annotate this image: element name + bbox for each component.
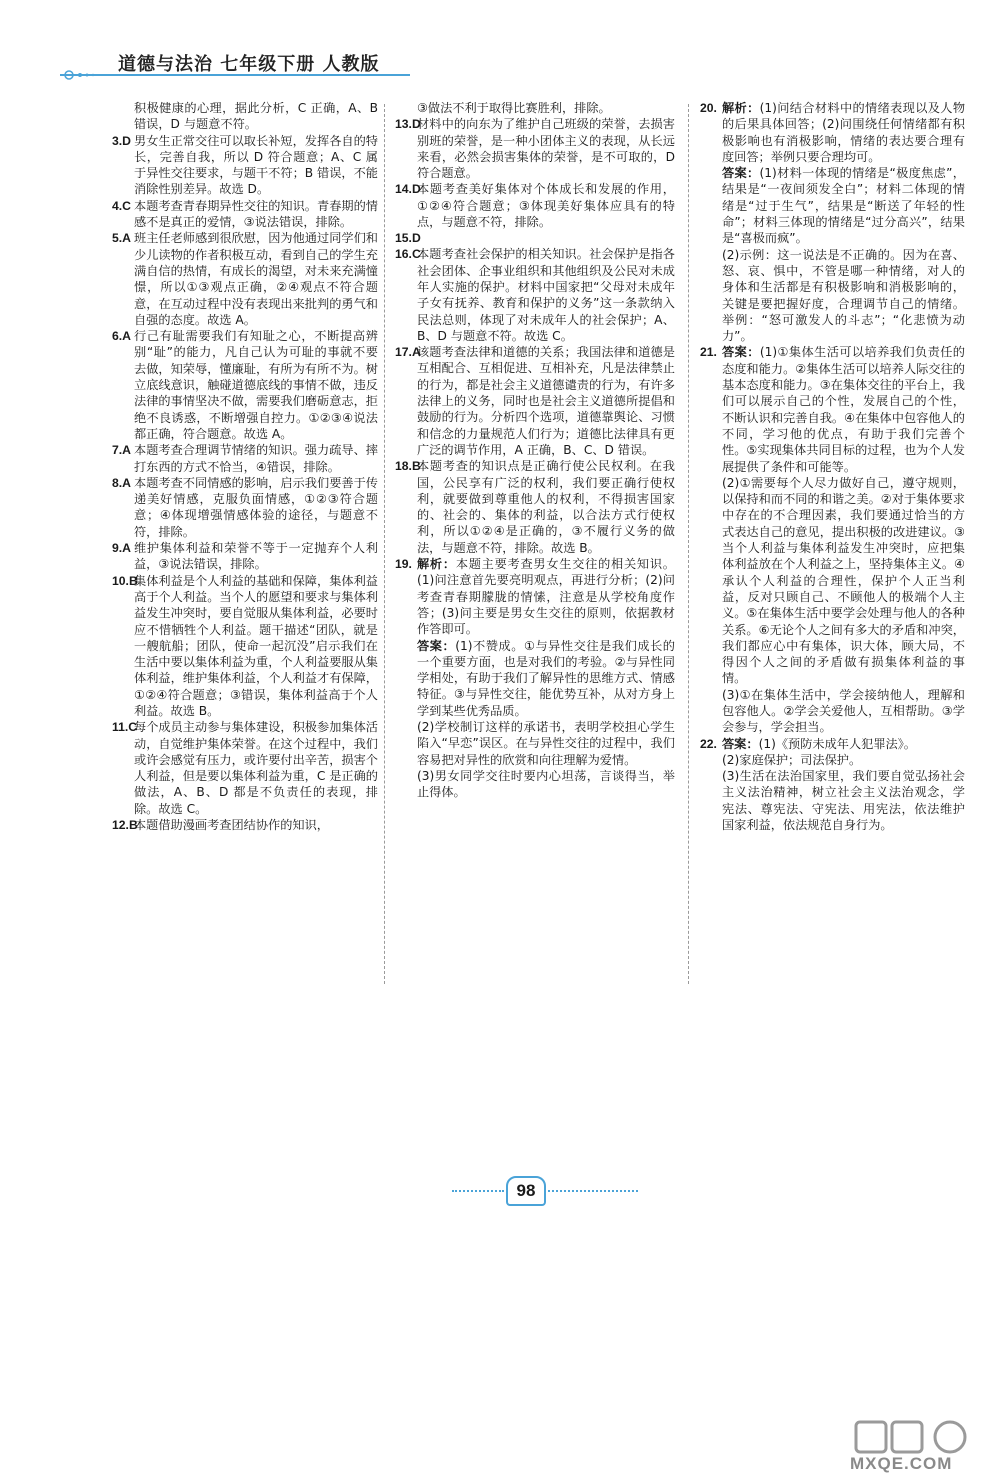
answer-item [112, 328, 378, 442]
answer-item [395, 556, 675, 637]
answer-item [395, 246, 675, 344]
answer-item [112, 230, 378, 328]
answer-text: (2)①需要每个人尽力做好自己，遵守规则，以保持和而不同的和谐之美。②对于集体要求中存在的不合理因素，我们要通过恰当的方式表达自己的意见，提出积极的改进建议。③当个人利益与集体利益发生冲突时，应把集体利益放在个人利益之上，坚持集体主义。④承认个人利益的合理性，保护个人正当利益，反对只顾自己、不顾他人的极端个人主义。⑤在集体生活中要学会处理与他人的各种关系。⑥无论个人之间有多大的矛盾和冲突，我们都应心中有集体，识大体，顾大局，不得因个人之间的矛盾做有损集体利益的事情。 [722, 475, 965, 686]
answer-text: (1)问结合材料中的情绪表现以及人物的后果具体回答；(2)问围绕任何情绪都有积极影响也有消极影响，情绪的表达要合理有度回答；举例只要合理均可。 [722, 101, 966, 164]
answer-text: 男女生正常交往可以取长补短，发挥各自的特长，完善自我，所以 D 符合题意；A、C 属于异性交往要求，与题干不符；B 错误，不能消除性别差异。故选 D。 [134, 133, 378, 197]
answer-item [395, 638, 675, 801]
answer-item [112, 133, 378, 198]
question-number: 17.A [395, 345, 421, 360]
question-number: 8.A [112, 475, 131, 490]
answer-item [700, 165, 965, 344]
answer-text: (1)不赞成。①与异性交往是我们成长的一个重要方面，也是对我们的考验。②与异性同学相处，有助于我们了解异性的思维方式、情感特征。③与异性交往，能优势互补，从对方身上学到某些优秀品质。 [417, 638, 675, 718]
question-number: 5.A [112, 231, 131, 246]
answer-text: 本题借助漫画考查团结协作的知识， [134, 818, 329, 833]
footer-rule-right [548, 1190, 638, 1192]
answer-item [700, 100, 965, 165]
answer-text: (3)①在集体生活中，学会接纳他人，理解和包容他人。②学会关爱他人，互相帮助。③学会参与，学会担当。 [722, 687, 965, 735]
answer-item [112, 573, 378, 720]
answer-column-2 [395, 100, 675, 800]
question-number: 9.A [112, 541, 131, 556]
answer-text: 本题主要考查男女生交往的相关知识。(1)问注意首先要亮明观点，再进行分析；(2)问考查青春期朦胧的情愫，注意是从学校角度作答；(3)问主要是男女生交往的原则，依据教材作答即可。 [417, 557, 675, 637]
question-number: 16.C [395, 247, 421, 262]
answer-text: 本题考查青春期异性交往的知识。青春期的情感不是真正的爱情，③说法错误，排除。 [134, 198, 378, 230]
answer-item [112, 719, 378, 817]
answer-text: 维护集体利益和荣誉不等于一定抛弃个人利益，③说法错误，排除。 [134, 541, 378, 572]
page-header [0, 0, 1000, 100]
page-title: 道德与法治 七年级下册 人教版 [118, 54, 380, 75]
answer-item [395, 344, 675, 458]
answer-item [395, 230, 675, 246]
answer-item [112, 100, 378, 133]
question-number: 21. [700, 345, 717, 360]
answer-text: (2)示例：这一说法是不正确的。因为在喜、怒、哀、惧中，不管是哪一种情绪，对人的身体和生活都是有积极影响和消极影响的，关键是要把握好度，合理调节自己的情绪。举例：“怒可激发人的斗志”；“化悲愤为动力”。 [722, 247, 965, 344]
answer-item [112, 475, 378, 540]
question-number: 10.B [112, 573, 138, 588]
answer-text: (1)①集体生活可以培养我们负责任的态度和能力。②集体生活可以培养人际交往的基本态度和能力。③在集体交往的平台上，我们可以展示自己的个性，发展自己的个性，不断认识和完善自我。④在集体中包容他人的不同，学习他的优点，有助于我们完善个性。⑤实现集体共同目标的过程，也为个人发展提供了条件和可能等。 [722, 345, 965, 474]
answer-item [112, 817, 378, 833]
answer-text: 材料中的向东为了维护自己班级的荣誉，去损害别班的荣誉，是一种小团体主义的表现，从长远来看，必然会损害集体的荣誉，是不可取的，D 符合题意。 [417, 117, 675, 181]
question-number: 14.D [395, 182, 421, 197]
answer-text: 本题考查不同情感的影响，启示我们要善于传递美好情感，克服负面情感，①②③符合题意；④体现增强情感体验的途径，与题意不符，排除。 [134, 475, 378, 539]
answer-text: ③做法不利于取得比赛胜利，排除。 [417, 101, 611, 115]
question-number: 15.D [395, 231, 421, 246]
answer-text: 积极健康的心理，据此分析，C 正确，A、B 错误，D 与题意不符。 [134, 101, 378, 132]
question-number: 11.C [112, 720, 138, 735]
answer-text: (3)生活在法治国家里，我们要自觉弘扬社会主义法治精神，树立社会主义法治观念，学宪法、尊宪法、守宪法、用宪法，依法维护国家利益，依法规范自身行为。 [722, 769, 965, 833]
answer-text: (2)学校制订这样的承诺书，表明学校担心学生陷入“早恋”误区。在与异性交往的过程中，我们容易把对异性的欣赏和向往理解为爱情。 [417, 719, 675, 767]
answer-text: 每个成员主动参与集体建设，积极参加集体活动，自觉维护集体荣誉。在这个过程中，我们或许会感觉有压力，或许要付出辛苦，损害个人利益，但是要以集体利益为重，C 是正确的做法，A、B、D 都是不负责任的表现，排除。故选 C。 [134, 720, 378, 816]
question-number: 20. [700, 101, 717, 115]
answer-item [395, 181, 675, 230]
answer-text: 该题考查法律和道德的关系；我国法律和道德是互相配合、互相促进、互相补充，凡是法律禁止的行为，都是社会主义道德谴责的行为，有许多法律上的义务，同时也是社会主义道德所提倡和鼓励的行为。分析四个选项，道德靠舆论、习惯和信念的力量规范人们行为；道德比法律具有更广泛的调节作用，A 正确，B、C、D 错误。 [417, 345, 675, 457]
question-number: 3.D [112, 133, 131, 148]
answer-text: 本题考查合理调节情绪的知识。强力疏导、摔打东西的方式不恰当，④错误，排除。 [134, 443, 378, 474]
answer-label: 解析： [722, 101, 760, 115]
answer-item [395, 458, 675, 556]
answer-text: 行己有耻需要我们有知耻之心，不断提高辨别“耻”的能力，凡自己认为可耻的事就不要去做，知荣辱，懂廉耻，有所为有所不为。树立底线意识，触碰道德底线的事情不做，违反法律的事情坚决不做，需要我们磨砺意志，拒绝不良诱惑，不断增强自控力。①②③④说法都正确，符合题意。故选 A。 [134, 329, 378, 441]
answer-column-1 [112, 100, 378, 833]
question-number: 6.A [112, 329, 131, 344]
page-number: 98 [516, 1181, 536, 1200]
answer-text: 班主任老师感到很欣慰，因为他通过同学们和少儿读物的作者积极互动，看到自己的学生充满自信的热情，有成长的渴望，对未来充满憧憬，所以①③观点正确，②④观点不符合题意，在互动过程中没有表现出来批判的勇气和自强的态度。故选 A。 [134, 231, 378, 327]
answer-item [395, 116, 675, 181]
answer-item [112, 442, 378, 475]
answer-label: 答案： [417, 638, 456, 653]
answer-text: 本题考查社会保护的相关知识。社会保护是指各社会团体、企事业组织和其他组织及公民对未成年人实施的保护。材料中国家把“父母对未成年子女有抚养、教育和保护的义务”这一条款纳入民法总则，体现了对未成年人的社会保护；A、B、D 与题意不符。故选 C。 [417, 247, 675, 343]
answer-text: 本题考查美好集体对个体成长和发展的作用，①②④符合题意；③体现美好集体应具有的特点，与题意不符，排除。 [417, 182, 675, 230]
answer-item [112, 198, 378, 231]
answer-text: 本题考查的知识点是正确行使公民权利。在我国，公民享有广泛的权利，我们要正确行使权利，就要做到尊重他人的权利，不得损害国家的、社会的、集体的利益，以合法方式行使权利，所以①②④是正确的，③不履行义务的做法，与题意不符，排除。故选 B。 [417, 459, 675, 555]
question-number: 12.B [112, 818, 138, 833]
answer-item [700, 736, 965, 834]
answer-item [700, 344, 965, 735]
answer-text: (1)材料一体现的情绪是“极度焦虑”，结果是“一夜间须发全白”；材料二体现的情绪是“过于生气”，结果是“断送了年轻的性命”；材料三体现的情绪是“过分高兴”，结果是“喜极而疯”。 [722, 166, 965, 246]
footer-rule-left [452, 1190, 504, 1192]
answer-label: 答案： [722, 166, 760, 181]
question-number: 19. [395, 557, 412, 572]
answer-text: (3)男女同学交往时要内心坦荡，言谈得当，举止得体。 [417, 768, 675, 800]
answer-column-3 [700, 100, 965, 833]
answer-item [112, 540, 378, 573]
question-number: 13.D [395, 117, 421, 132]
question-number: 7.A [112, 443, 131, 458]
answer-text: (2)家庭保护；司法保护。 [722, 752, 862, 767]
column-divider [384, 104, 385, 984]
answer-text: (1)《预防未成年人犯罪法》。 [758, 736, 916, 751]
question-number: 4.C [112, 198, 131, 213]
column-divider [688, 104, 689, 984]
answer-label: 解析： [417, 557, 456, 572]
answer-label: 答案： [722, 345, 760, 360]
watermark-text: MXQE.COM [850, 1454, 953, 1473]
question-number: 18.B [395, 459, 421, 474]
question-number: 22. [700, 736, 717, 751]
answer-item [395, 100, 675, 116]
answer-label: 答案： [722, 736, 759, 751]
answer-text: 集体利益是个人利益的基础和保障，集体利益高于个人利益。当个人的愿望和要求与集体利益发生冲突时，要自觉服从集体利益，必要时应不惜牺牲个人利益。题干描述“团队，就是一艘航船；团队，使命一起沉没”启示我们在生活中要以集体利益为重，个人利益要服从集体利益，维护集体利益，个人利益才有保障，①②④符合题意；③错误，集体利益高于个人利益。故选 B。 [134, 573, 378, 718]
